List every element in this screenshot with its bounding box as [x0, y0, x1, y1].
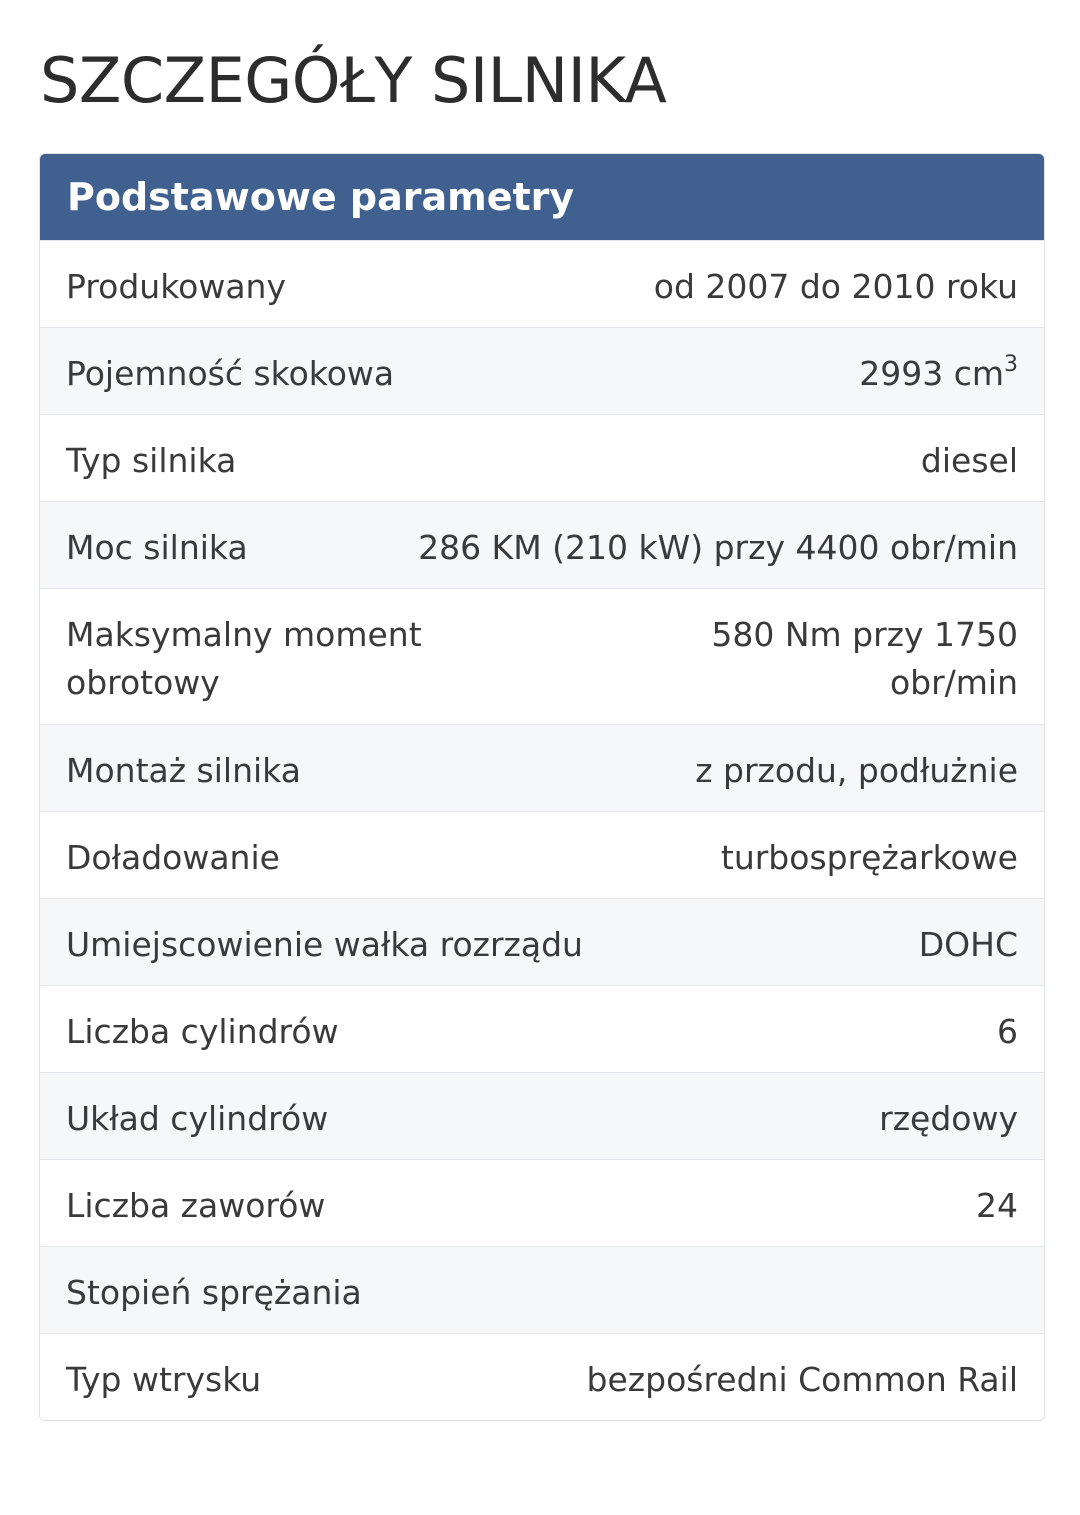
spec-row-induction	[40, 811, 1044, 898]
spec-value: diesel	[920, 441, 1018, 480]
spec-value: turbosprężarkowe	[720, 838, 1018, 877]
spec-value: 6	[997, 1012, 1018, 1051]
spec-label: Liczba cylindrów	[66, 1012, 339, 1051]
spec-label: Maksymalny moment obrotowy	[66, 615, 422, 702]
page-title: SZCZEGÓŁY SILNIKA	[40, 44, 667, 117]
spec-label: Montaż silnika	[66, 751, 301, 790]
spec-value: bezpośredni Common Rail	[586, 1360, 1018, 1399]
spec-value: z przodu, podłużnie	[695, 751, 1018, 790]
spec-label: Typ wtrysku	[66, 1360, 262, 1399]
spec-row-produced	[40, 240, 1044, 327]
spec-value: rzędowy	[879, 1099, 1018, 1138]
spec-row-displacement	[40, 327, 1044, 414]
spec-value: od 2007 do 2010 roku	[653, 267, 1018, 306]
spec-label: Moc silnika	[66, 528, 248, 567]
spec-label: Pojemność skokowa	[66, 354, 395, 393]
spec-row-camshaft	[40, 898, 1044, 985]
spec-value: DOHC	[918, 925, 1018, 964]
spec-label: Układ cylindrów	[66, 1099, 329, 1138]
engine-specs-panel	[39, 153, 1045, 1421]
spec-label: Produkowany	[66, 267, 286, 306]
panel-header-title: Podstawowe parametry	[67, 175, 575, 219]
spec-row-compression-ratio	[40, 1246, 1044, 1333]
spec-label: Umiejscowienie wałka rozrządu	[66, 925, 583, 964]
spec-row-cylinder-count	[40, 985, 1044, 1072]
panel-header	[40, 154, 1044, 240]
spec-row-torque	[40, 588, 1044, 724]
spec-label: Stopień sprężania	[66, 1273, 362, 1312]
spec-row-injection-type	[40, 1333, 1044, 1420]
spec-row-engine-type	[40, 414, 1044, 501]
spec-value-text: 2993 cm	[859, 354, 1004, 393]
spec-label: Typ silnika	[66, 441, 237, 480]
spec-value-superscript: 3	[1004, 352, 1018, 377]
spec-value: 580 Nm przy 1750 obr/min	[711, 615, 1018, 702]
spec-label: Doładowanie	[66, 838, 280, 877]
spec-value	[859, 350, 1018, 398]
spec-row-mounting	[40, 724, 1044, 811]
spec-row-valve-count	[40, 1159, 1044, 1246]
spec-row-power	[40, 501, 1044, 588]
spec-label: Liczba zaworów	[66, 1186, 326, 1225]
spec-row-cylinder-layout	[40, 1072, 1044, 1159]
spec-value: 24	[976, 1186, 1018, 1225]
spec-value: 286 KM (210 kW) przy 4400 obr/min	[418, 528, 1018, 567]
